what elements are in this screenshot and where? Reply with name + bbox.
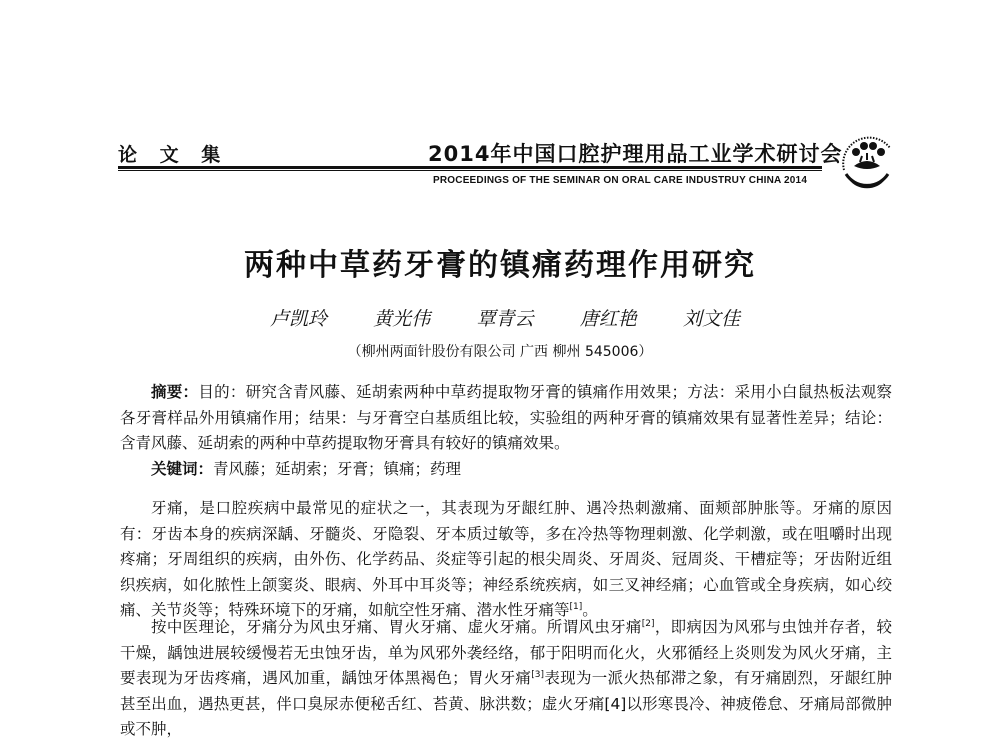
- citation-ref: [3]: [531, 670, 544, 680]
- abstract-text: 目的：研究含青风藤、延胡索两种中草药提取物牙膏的镇痛作用效果；方法：采用小白鼠热板法观察各牙膏样品外用镇痛作用；结果：与牙膏空白基质组比较，实验组的两种牙膏的镇痛效果有显著性差异；结论：含青风藤、延胡索的两种中草药提取物牙膏具有较好的镇痛效果。: [120, 383, 892, 452]
- author-name: 唐红艳: [579, 308, 637, 330]
- citation-ref: [2]: [641, 619, 655, 629]
- author-list: [270, 304, 740, 331]
- affiliation: （柳州两面针股份有限公司 广西 柳州 545006）: [347, 344, 653, 360]
- author-name: 卢凯玲: [270, 308, 328, 330]
- paragraph-text: ，即病因为风邪与虫蚀并存者，较干燥，龋蚀进展较缓慢若无虫蚀牙齿，单为风邪外袭经络，郁于阳明而化火，火邪循经上炎则发为风火牙痛，主要表现为牙齿疼痛，遇风加重，龋蚀牙体黑褐色；胃火牙痛: [120, 618, 892, 687]
- abstract: [120, 380, 892, 457]
- body-paragraph: [120, 615, 892, 743]
- seminar-emblem-icon: [834, 126, 900, 192]
- header-rule-thick: [118, 166, 822, 169]
- author-name: 刘文佳: [682, 308, 740, 330]
- citation-ref: [1]: [569, 602, 583, 612]
- seminar-subtitle: PROCEEDINGS OF THE SEMINAR ON ORAL CARE INDUSTRUY CHINA 2014: [433, 175, 808, 186]
- keywords: [120, 457, 892, 483]
- paragraph-text: 表现为一派火热郁滞之象，有牙痛剧烈，牙龈红肿甚至出血，遇热更甚，伴口臭尿赤便秘舌红、苔黄、脉洪数；虚火牙痛[4]以形寒畏冷、神疲倦怠、牙痛局部微肿或不肿，: [120, 669, 892, 738]
- author-name: 黄光伟: [373, 308, 431, 330]
- header-rule-thin: [118, 170, 822, 171]
- abstract-label: 摘要：: [151, 383, 199, 401]
- keywords-text: 青风藤；延胡索；牙膏；镇痛；药理: [213, 460, 462, 478]
- paper-title: 两种中草药牙膏的镇痛药理作用研究: [244, 248, 756, 283]
- paragraph-text: 按中医理论，牙痛分为风虫牙痛、胃火牙痛、虚火牙痛。所谓风虫牙痛: [151, 618, 642, 636]
- paragraph-text: 牙痛，是口腔疾病中最常见的症状之一，其表现为牙龈红肿、遇冷热刺激痛、面颊部肿胀等。牙痛的原因有：牙齿本身的疾病深龋、牙髓炎、牙隐裂、牙本质过敏等，多在冷热等物理刺激、化学刺激，或在咀嚼时出现疼痛；牙周组织的疾病，由外伤、化学药品、炎症等引起的根尖周炎、牙周炎、冠周炎、干槽症等；牙齿附近组织疾病，如化脓性上颌窦炎、眼病、外耳中耳炎等；神经系统疾病，如三叉神经痛；心血管或全身疾病，如心绞痛、关节炎等；特殊环境下的牙痛，如航空性牙痛、潜水性牙痛等: [120, 499, 892, 619]
- paragraph-text: 。: [582, 601, 598, 619]
- author-name: 覃青云: [476, 308, 534, 330]
- keywords-label: 关键词：: [151, 460, 214, 478]
- body-paragraph: [120, 496, 892, 624]
- collection-label: 论 文 集: [118, 144, 229, 166]
- seminar-title: 2014年中国口腔护理用品工业学术研讨会: [428, 142, 843, 166]
